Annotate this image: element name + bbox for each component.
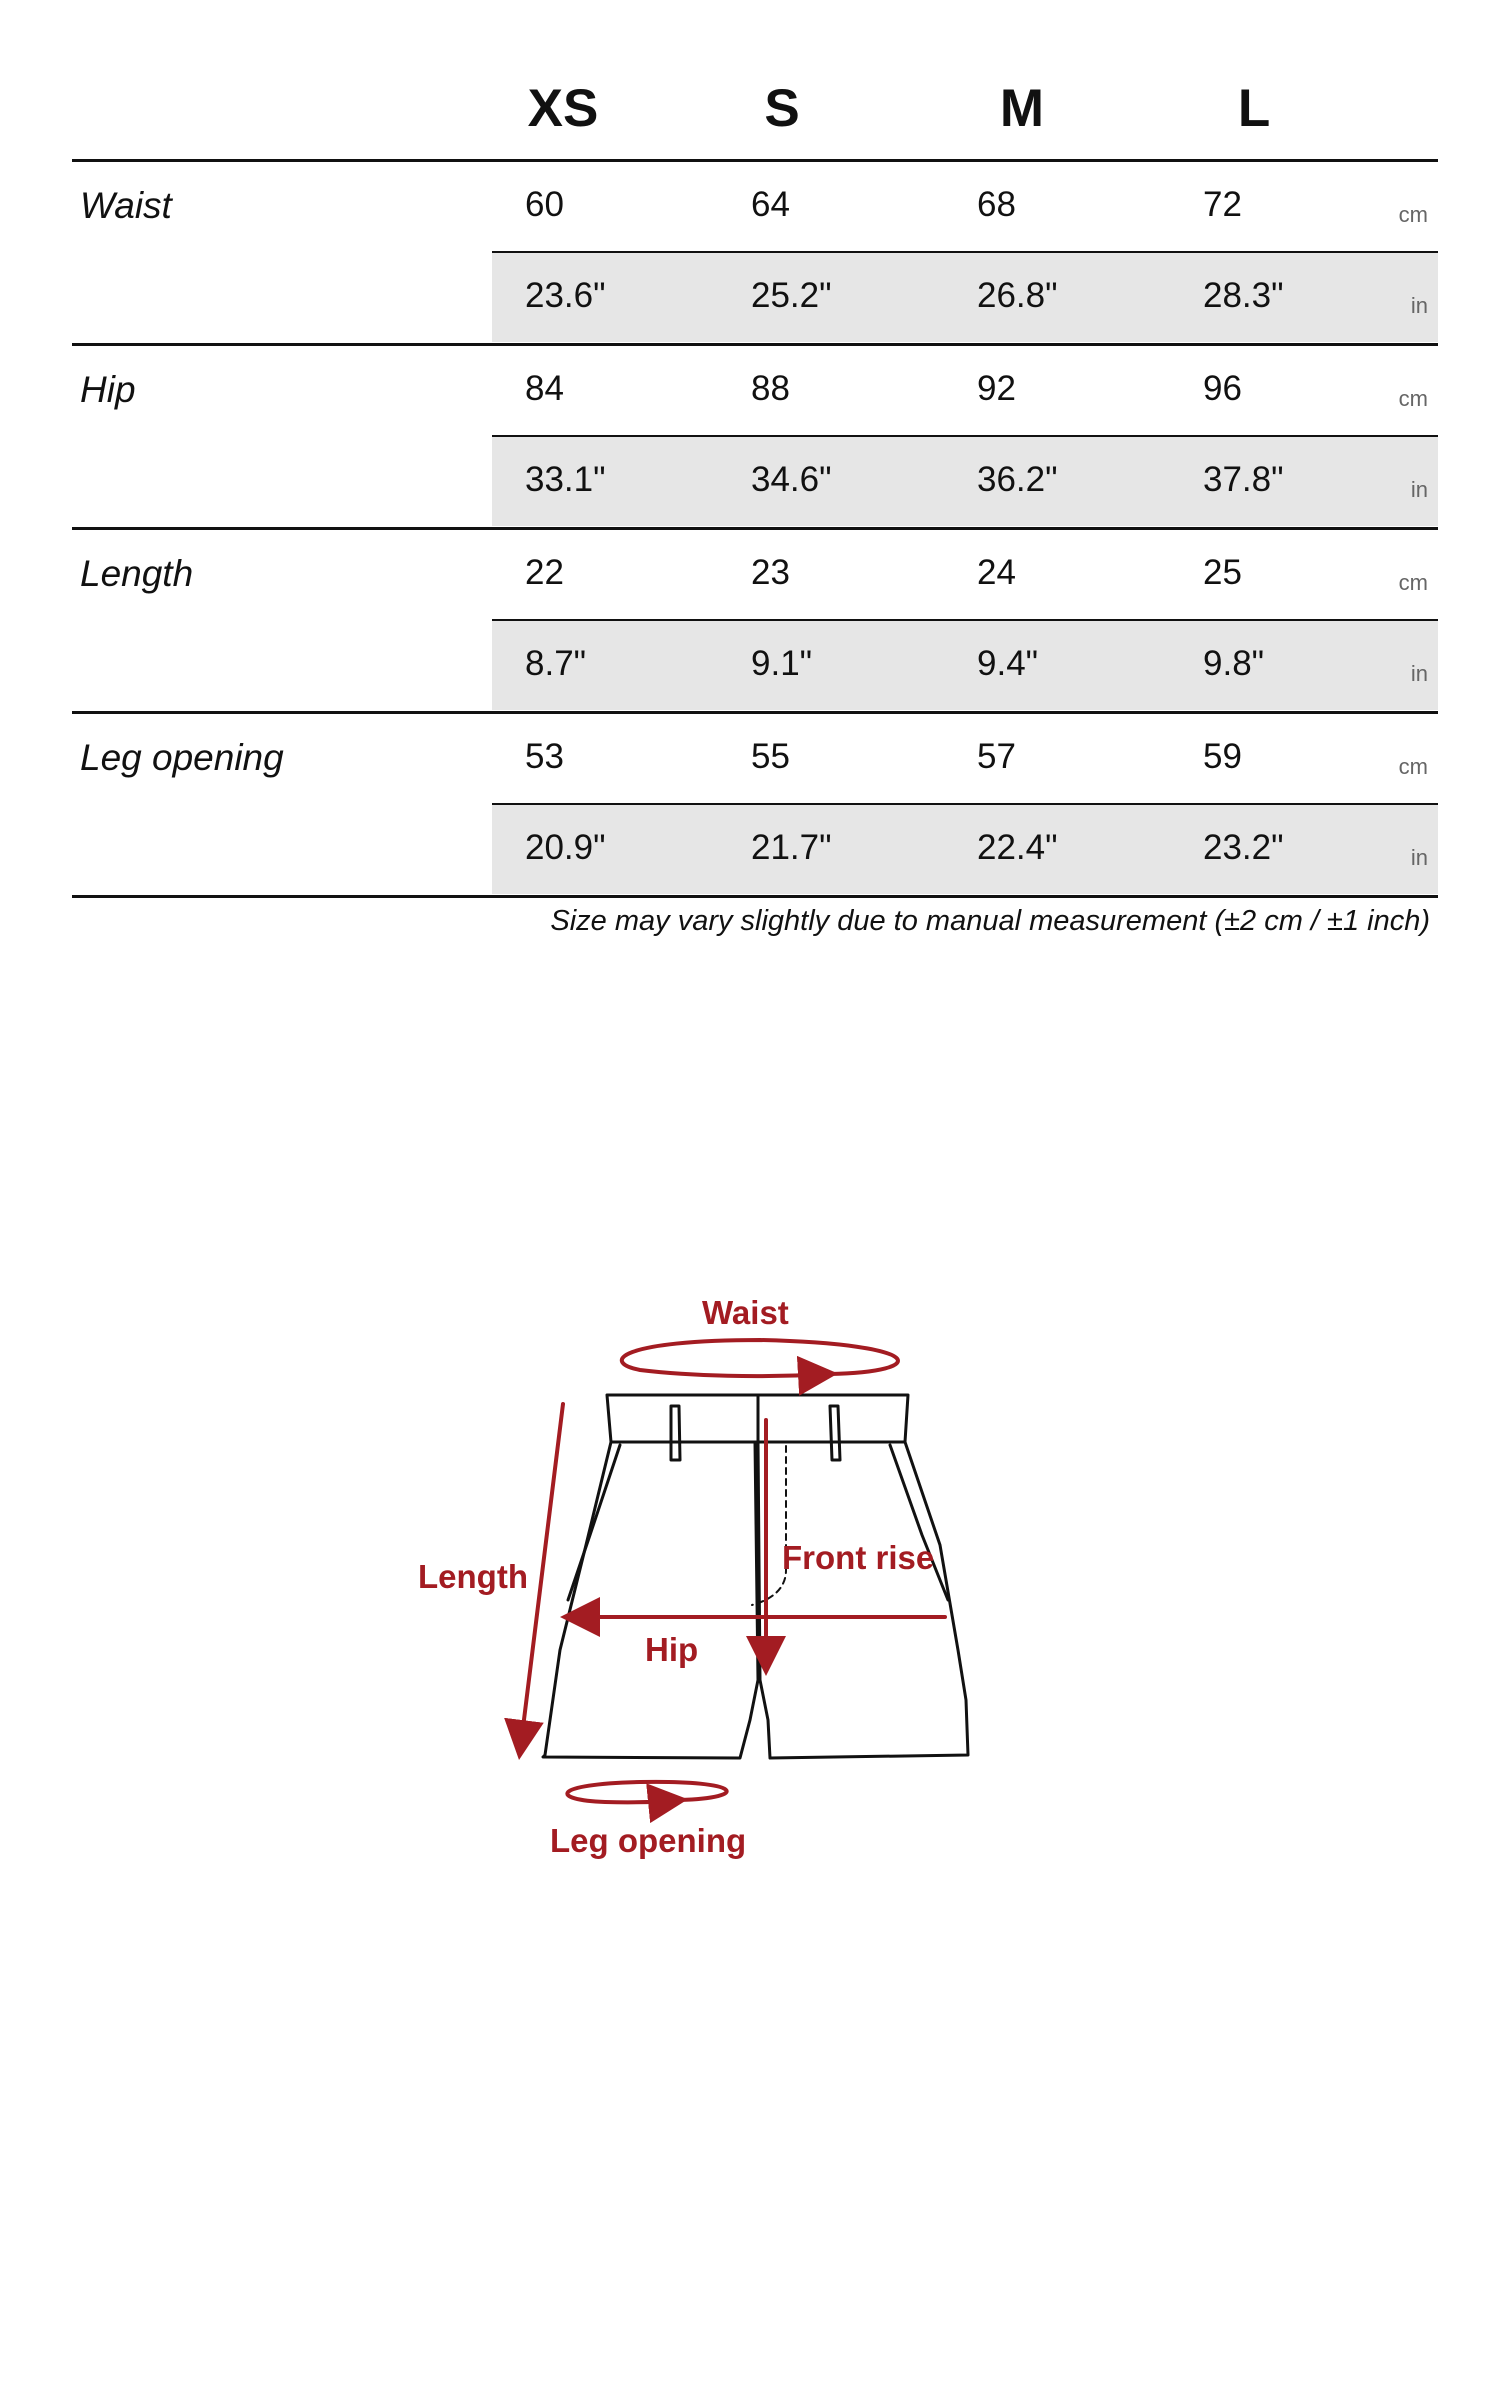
unit-label-cm: cm [1398,570,1428,595]
measurement-label: Hip [80,369,136,410]
value-cell: 68 [977,185,1016,224]
value-cell: 9.4" [977,644,1039,683]
right-pocket [890,1445,948,1600]
belt-loop-left [671,1406,680,1460]
belt-loop-right [830,1406,840,1460]
value-cell: 9.8" [1203,644,1265,683]
value-cell: 8.7" [525,644,587,683]
value-cell: 37.8" [1203,460,1284,499]
diagram-label-waist: Waist [702,1294,789,1331]
unit-label-cm: cm [1398,754,1428,779]
value-cell: 33.1" [525,460,606,499]
value-cell: 28.3" [1203,276,1284,315]
size-header-m: M [999,79,1045,138]
value-cell: 92 [977,369,1016,408]
size-header-xs: XS [527,79,599,138]
value-cell: 59 [1203,737,1242,776]
value-cell: 34.6" [751,460,832,499]
value-cell: 55 [751,737,790,776]
unit-label-in: in [1410,661,1428,686]
value-cell: 72 [1203,185,1242,224]
size-header-s: S [764,79,800,138]
unit-label-cm: cm [1398,386,1428,411]
value-cell: 60 [525,185,564,224]
measurement-note: Size may vary slightly due to manual measurement (±2 cm / ±1 inch) [550,905,1430,937]
waist-arrow [622,1340,898,1376]
value-cell: 53 [525,737,564,776]
diagram-label-length: Length [418,1558,528,1595]
diagram-label-hip: Hip [645,1631,699,1668]
diagram-label-front-rise: Front rise [782,1539,935,1576]
value-cell: 26.8" [977,276,1058,315]
value-cell: 88 [751,369,790,408]
shorts-outline [543,1395,968,1758]
right-leg [758,1442,968,1758]
unit-label-in: in [1410,477,1428,502]
value-cell: 22 [525,553,564,592]
measurement-label: Waist [80,185,172,226]
value-cell: 64 [751,185,790,224]
diagram-label-leg-opening: Leg opening [550,1822,747,1859]
value-cell: 57 [977,737,1016,776]
value-cell: 24 [977,553,1016,592]
value-cell: 21.7" [751,828,832,867]
unit-label-cm: cm [1398,202,1428,227]
value-cell: 23.2" [1203,828,1284,867]
value-cell: 25 [1203,553,1242,592]
unit-label-in: in [1410,293,1428,318]
left-leg [543,1442,758,1758]
size-header-l: L [1237,79,1271,138]
value-cell: 23.6" [525,276,606,315]
value-cell: 22.4" [977,828,1058,867]
value-cell: 23 [751,553,790,592]
value-cell: 36.2" [977,460,1058,499]
value-cell: 84 [525,369,564,408]
left-pocket [568,1445,620,1600]
measurement-label: Leg opening [80,737,284,778]
measurement-label: Length [80,553,194,594]
value-cell: 25.2" [751,276,832,315]
unit-label-in: in [1410,845,1428,870]
value-cell: 9.1" [751,644,813,683]
value-cell: 20.9" [525,828,606,867]
leg-opening-arrow [567,1782,726,1803]
value-cell: 96 [1203,369,1242,408]
